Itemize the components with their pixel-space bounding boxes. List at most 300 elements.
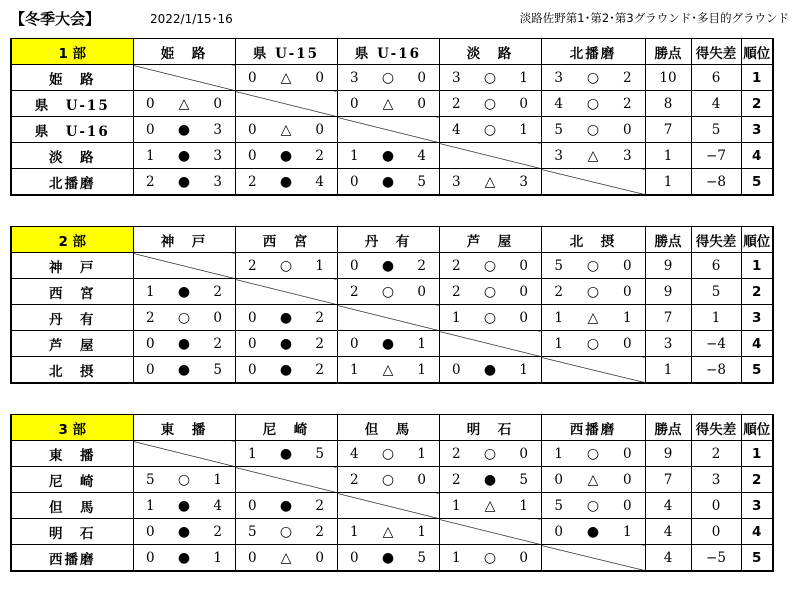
goals-against: 4 bbox=[213, 497, 222, 514]
goals-against: 2 bbox=[623, 69, 632, 86]
match-result bbox=[337, 143, 439, 169]
match-result bbox=[133, 91, 235, 117]
goals-against: 0 bbox=[623, 445, 632, 462]
rank: 3 bbox=[741, 117, 773, 143]
win-icon: ○ bbox=[483, 549, 497, 566]
team-name: 県 U-15 bbox=[11, 91, 133, 117]
match-result bbox=[235, 441, 337, 467]
goals-for: 1 bbox=[146, 147, 155, 164]
match-result bbox=[133, 279, 235, 305]
loss-icon: ● bbox=[177, 147, 191, 164]
loss-icon: ● bbox=[483, 361, 497, 378]
goals-against: 3 bbox=[213, 121, 222, 138]
team-row bbox=[11, 331, 773, 357]
win-icon: ○ bbox=[586, 69, 600, 86]
goals-against: 0 bbox=[417, 471, 426, 488]
goals-against: 1 bbox=[519, 69, 528, 86]
points: 7 bbox=[645, 117, 691, 143]
goals-against: 4 bbox=[417, 147, 426, 164]
win-icon: ○ bbox=[483, 121, 497, 138]
goals-for: 0 bbox=[248, 121, 257, 138]
team-row bbox=[11, 305, 773, 331]
team-row bbox=[11, 357, 773, 384]
loss-icon: ● bbox=[177, 497, 191, 514]
goals-for: 0 bbox=[146, 121, 155, 138]
match-result bbox=[133, 545, 235, 572]
team-name: 尼 崎 bbox=[11, 467, 133, 493]
goals-against: 1 bbox=[213, 549, 222, 566]
match-result bbox=[133, 467, 235, 493]
goals-for: 5 bbox=[554, 257, 563, 274]
goals-for: 1 bbox=[554, 335, 563, 352]
self-match-cell bbox=[133, 65, 235, 91]
goals-for: 5 bbox=[248, 523, 257, 540]
points: 4 bbox=[645, 545, 691, 572]
goals-for: 1 bbox=[248, 445, 257, 462]
goals-for: 0 bbox=[554, 471, 563, 488]
match-result bbox=[133, 493, 235, 519]
points: 1 bbox=[645, 143, 691, 169]
self-match-cell bbox=[337, 493, 439, 519]
goal-diff: 0 bbox=[691, 519, 741, 545]
match-result bbox=[133, 169, 235, 196]
header-row bbox=[11, 39, 773, 65]
goals-against: 1 bbox=[519, 121, 528, 138]
goal-diff: 0 bbox=[691, 493, 741, 519]
match-result bbox=[337, 65, 439, 91]
goals-for: 1 bbox=[452, 549, 461, 566]
header-row bbox=[11, 415, 773, 441]
team-row bbox=[11, 441, 773, 467]
loss-icon: ● bbox=[177, 523, 191, 540]
win-icon: ○ bbox=[586, 445, 600, 462]
loss-icon: ● bbox=[279, 361, 293, 378]
loss-icon: ● bbox=[381, 549, 395, 566]
loss-icon: ● bbox=[381, 173, 395, 190]
goals-for: 0 bbox=[248, 69, 257, 86]
points: 7 bbox=[645, 467, 691, 493]
goals-for: 1 bbox=[452, 309, 461, 326]
self-match-cell bbox=[439, 519, 541, 545]
goals-against: 4 bbox=[315, 173, 324, 190]
goals-against: 1 bbox=[315, 257, 324, 274]
win-icon: ○ bbox=[483, 309, 497, 326]
goal-diff: −7 bbox=[691, 143, 741, 169]
goals-against: 0 bbox=[315, 549, 324, 566]
goal-diff-header: 得失差 bbox=[691, 415, 741, 441]
goals-against: 5 bbox=[417, 549, 426, 566]
rank: 4 bbox=[741, 519, 773, 545]
team-name: 北播磨 bbox=[11, 169, 133, 196]
goals-against: 0 bbox=[519, 549, 528, 566]
goals-against: 2 bbox=[213, 283, 222, 300]
goals-against: 1 bbox=[417, 445, 426, 462]
goal-diff: −5 bbox=[691, 545, 741, 572]
opponent-header: 丹 有 bbox=[337, 227, 439, 253]
match-result bbox=[133, 143, 235, 169]
team-row bbox=[11, 143, 773, 169]
goals-against: 2 bbox=[623, 95, 632, 112]
goals-against: 0 bbox=[623, 283, 632, 300]
goals-for: 1 bbox=[452, 497, 461, 514]
match-result bbox=[439, 253, 541, 279]
rank: 2 bbox=[741, 279, 773, 305]
goals-for: 0 bbox=[350, 173, 359, 190]
goals-for: 2 bbox=[146, 173, 155, 190]
match-result bbox=[541, 279, 645, 305]
win-icon: ○ bbox=[483, 257, 497, 274]
goal-diff: 5 bbox=[691, 279, 741, 305]
match-result bbox=[235, 493, 337, 519]
goals-for: 0 bbox=[146, 549, 155, 566]
win-icon: ○ bbox=[381, 283, 395, 300]
division-label: 3 部 bbox=[11, 415, 133, 441]
team-row bbox=[11, 519, 773, 545]
rank: 1 bbox=[741, 253, 773, 279]
goals-against: 0 bbox=[417, 95, 426, 112]
team-name: 西播磨 bbox=[11, 545, 133, 572]
goals-against: 1 bbox=[623, 523, 632, 540]
rank-header: 順位 bbox=[741, 415, 773, 441]
match-result bbox=[541, 65, 645, 91]
draw-icon: △ bbox=[587, 471, 599, 488]
goals-against: 0 bbox=[519, 445, 528, 462]
match-result bbox=[133, 331, 235, 357]
opponent-header: 明 石 bbox=[439, 415, 541, 441]
event-venue: 淡路佐野第1･第2･第3グラウンド･多目的グラウンド bbox=[519, 11, 789, 25]
goals-for: 0 bbox=[350, 95, 359, 112]
team-name: 県 U-16 bbox=[11, 117, 133, 143]
team-row bbox=[11, 467, 773, 493]
team-name: 東 播 bbox=[11, 441, 133, 467]
goals-for: 1 bbox=[350, 523, 359, 540]
opponent-header: 西播磨 bbox=[541, 415, 645, 441]
win-icon: ○ bbox=[586, 121, 600, 138]
goals-against: 3 bbox=[519, 173, 528, 190]
match-result bbox=[337, 357, 439, 384]
division-table-2 bbox=[10, 226, 774, 384]
rank: 3 bbox=[741, 493, 773, 519]
goal-diff: 4 bbox=[691, 91, 741, 117]
goals-for: 4 bbox=[452, 121, 461, 138]
goals-against: 0 bbox=[417, 283, 426, 300]
points-header: 勝点 bbox=[645, 39, 691, 65]
team-name: 淡 路 bbox=[11, 143, 133, 169]
goals-against: 2 bbox=[315, 147, 324, 164]
goals-for: 3 bbox=[350, 69, 359, 86]
goals-against: 0 bbox=[519, 257, 528, 274]
match-result bbox=[439, 279, 541, 305]
goals-for: 4 bbox=[554, 95, 563, 112]
goals-against: 2 bbox=[213, 523, 222, 540]
match-result bbox=[439, 467, 541, 493]
goals-for: 0 bbox=[146, 335, 155, 352]
self-match-cell bbox=[439, 143, 541, 169]
draw-icon: △ bbox=[382, 361, 394, 378]
loss-icon: ● bbox=[279, 497, 293, 514]
rank-header: 順位 bbox=[741, 227, 773, 253]
match-result bbox=[235, 519, 337, 545]
win-icon: ○ bbox=[381, 471, 395, 488]
draw-icon: △ bbox=[484, 173, 496, 190]
team-name: 神 戸 bbox=[11, 253, 133, 279]
goals-against: 1 bbox=[623, 309, 632, 326]
draw-icon: △ bbox=[280, 121, 292, 138]
loss-icon: ● bbox=[279, 309, 293, 326]
win-icon: ○ bbox=[279, 523, 293, 540]
team-row bbox=[11, 169, 773, 196]
match-result bbox=[439, 91, 541, 117]
goals-against: 1 bbox=[417, 335, 426, 352]
match-result bbox=[541, 91, 645, 117]
goals-for: 2 bbox=[554, 283, 563, 300]
draw-icon: △ bbox=[484, 497, 496, 514]
match-result bbox=[439, 117, 541, 143]
goals-for: 0 bbox=[248, 497, 257, 514]
goals-for: 3 bbox=[452, 69, 461, 86]
goals-against: 2 bbox=[315, 523, 324, 540]
goal-diff: 5 bbox=[691, 117, 741, 143]
team-name: 西 宮 bbox=[11, 279, 133, 305]
self-match-cell bbox=[235, 467, 337, 493]
page-title: 【冬季大会】 bbox=[10, 10, 101, 28]
goals-for: 2 bbox=[452, 283, 461, 300]
match-result bbox=[337, 91, 439, 117]
goals-for: 1 bbox=[146, 283, 155, 300]
goals-for: 0 bbox=[554, 523, 563, 540]
opponent-header: 西 宮 bbox=[235, 227, 337, 253]
match-result bbox=[439, 441, 541, 467]
win-icon: ○ bbox=[586, 95, 600, 112]
match-result bbox=[337, 331, 439, 357]
goals-for: 1 bbox=[146, 497, 155, 514]
goal-diff: −8 bbox=[691, 357, 741, 384]
points: 1 bbox=[645, 357, 691, 384]
loss-icon: ● bbox=[177, 121, 191, 138]
loss-icon: ● bbox=[279, 445, 293, 462]
team-name: 北 摂 bbox=[11, 357, 133, 384]
opponent-header: 県 U-16 bbox=[337, 39, 439, 65]
goals-for: 0 bbox=[350, 257, 359, 274]
goals-against: 1 bbox=[519, 361, 528, 378]
goals-for: 2 bbox=[452, 445, 461, 462]
self-match-cell bbox=[133, 441, 235, 467]
goals-for: 5 bbox=[146, 471, 155, 488]
rank-header: 順位 bbox=[741, 39, 773, 65]
match-result bbox=[337, 253, 439, 279]
team-name: 丹 有 bbox=[11, 305, 133, 331]
goals-for: 0 bbox=[146, 95, 155, 112]
rank: 5 bbox=[741, 545, 773, 572]
match-result bbox=[235, 305, 337, 331]
match-result bbox=[439, 545, 541, 572]
opponent-header: 芦 屋 bbox=[439, 227, 541, 253]
goals-for: 0 bbox=[146, 523, 155, 540]
division-label: 1 部 bbox=[11, 39, 133, 65]
match-result bbox=[235, 545, 337, 572]
match-result bbox=[235, 117, 337, 143]
match-result bbox=[541, 305, 645, 331]
goals-for: 0 bbox=[350, 549, 359, 566]
match-result bbox=[439, 493, 541, 519]
team-row bbox=[11, 279, 773, 305]
win-icon: ○ bbox=[279, 257, 293, 274]
goals-for: 0 bbox=[248, 309, 257, 326]
win-icon: ○ bbox=[483, 445, 497, 462]
win-icon: ○ bbox=[381, 69, 395, 86]
win-icon: ○ bbox=[586, 497, 600, 514]
goals-for: 2 bbox=[350, 471, 359, 488]
match-result bbox=[133, 117, 235, 143]
rank: 3 bbox=[741, 305, 773, 331]
points: 7 bbox=[645, 305, 691, 331]
goals-for: 1 bbox=[554, 445, 563, 462]
goals-against: 5 bbox=[519, 471, 528, 488]
match-result bbox=[541, 467, 645, 493]
win-icon: ○ bbox=[381, 445, 395, 462]
win-icon: ○ bbox=[586, 335, 600, 352]
goals-against: 2 bbox=[315, 497, 324, 514]
goals-for: 0 bbox=[248, 147, 257, 164]
opponent-header: 神 戸 bbox=[133, 227, 235, 253]
match-result bbox=[541, 253, 645, 279]
rank: 1 bbox=[741, 441, 773, 467]
match-result bbox=[337, 545, 439, 572]
team-name: 明 石 bbox=[11, 519, 133, 545]
goal-diff: −4 bbox=[691, 331, 741, 357]
goal-diff: 3 bbox=[691, 467, 741, 493]
draw-icon: △ bbox=[280, 69, 292, 86]
goals-for: 0 bbox=[248, 335, 257, 352]
rank: 5 bbox=[741, 169, 773, 196]
opponent-header: 但 馬 bbox=[337, 415, 439, 441]
goals-against: 0 bbox=[519, 283, 528, 300]
goal-diff: 2 bbox=[691, 441, 741, 467]
win-icon: ○ bbox=[586, 283, 600, 300]
match-result bbox=[337, 169, 439, 196]
loss-icon: ● bbox=[177, 173, 191, 190]
team-name: 但 馬 bbox=[11, 493, 133, 519]
self-match-cell bbox=[541, 545, 645, 572]
team-row bbox=[11, 545, 773, 572]
goals-for: 2 bbox=[452, 471, 461, 488]
goals-against: 0 bbox=[213, 309, 222, 326]
goals-for: 0 bbox=[248, 549, 257, 566]
loss-icon: ● bbox=[381, 335, 395, 352]
opponent-header: 姫 路 bbox=[133, 39, 235, 65]
goals-for: 0 bbox=[146, 361, 155, 378]
goals-against: 1 bbox=[417, 523, 426, 540]
goals-against: 1 bbox=[213, 471, 222, 488]
points: 10 bbox=[645, 65, 691, 91]
goal-diff-header: 得失差 bbox=[691, 39, 741, 65]
loss-icon: ● bbox=[279, 147, 293, 164]
team-row bbox=[11, 91, 773, 117]
opponent-header: 尼 崎 bbox=[235, 415, 337, 441]
goals-against: 0 bbox=[623, 471, 632, 488]
goals-against: 1 bbox=[519, 497, 528, 514]
match-result bbox=[235, 357, 337, 384]
goals-against: 0 bbox=[213, 95, 222, 112]
draw-icon: △ bbox=[382, 95, 394, 112]
match-result bbox=[541, 441, 645, 467]
goal-diff: 1 bbox=[691, 305, 741, 331]
rank: 4 bbox=[741, 143, 773, 169]
goals-for: 3 bbox=[554, 69, 563, 86]
division-table-3 bbox=[10, 414, 774, 572]
match-result bbox=[235, 253, 337, 279]
match-result bbox=[337, 279, 439, 305]
goals-for: 2 bbox=[452, 257, 461, 274]
goals-against: 0 bbox=[315, 121, 324, 138]
goals-against: 3 bbox=[213, 173, 222, 190]
points: 4 bbox=[645, 519, 691, 545]
goals-for: 2 bbox=[146, 309, 155, 326]
goals-against: 1 bbox=[417, 361, 426, 378]
goal-diff: 6 bbox=[691, 253, 741, 279]
opponent-header: 北播磨 bbox=[541, 39, 645, 65]
loss-icon: ● bbox=[381, 147, 395, 164]
opponent-header: 北 摂 bbox=[541, 227, 645, 253]
loss-icon: ● bbox=[177, 549, 191, 566]
goals-against: 2 bbox=[315, 361, 324, 378]
points: 9 bbox=[645, 253, 691, 279]
goals-against: 0 bbox=[623, 335, 632, 352]
opponent-header: 東 播 bbox=[133, 415, 235, 441]
draw-icon: △ bbox=[587, 147, 599, 164]
match-result bbox=[235, 143, 337, 169]
goals-against: 0 bbox=[623, 497, 632, 514]
loss-icon: ● bbox=[381, 257, 395, 274]
match-result bbox=[235, 65, 337, 91]
header-row bbox=[11, 227, 773, 253]
loss-icon: ● bbox=[177, 335, 191, 352]
match-result bbox=[439, 305, 541, 331]
goals-for: 2 bbox=[248, 257, 257, 274]
rank: 2 bbox=[741, 467, 773, 493]
points: 9 bbox=[645, 279, 691, 305]
match-result bbox=[337, 519, 439, 545]
match-result bbox=[133, 357, 235, 384]
match-result bbox=[541, 519, 645, 545]
goals-against: 5 bbox=[417, 173, 426, 190]
self-match-cell bbox=[541, 357, 645, 384]
match-result bbox=[235, 169, 337, 196]
win-icon: ○ bbox=[483, 69, 497, 86]
goals-against: 3 bbox=[213, 147, 222, 164]
goals-for: 1 bbox=[350, 147, 359, 164]
match-result bbox=[337, 467, 439, 493]
goal-diff: 6 bbox=[691, 65, 741, 91]
division-table-1 bbox=[10, 38, 774, 196]
win-icon: ○ bbox=[483, 283, 497, 300]
goals-for: 2 bbox=[452, 95, 461, 112]
loss-icon: ● bbox=[483, 471, 497, 488]
goals-for: 0 bbox=[248, 361, 257, 378]
goals-against: 0 bbox=[417, 69, 426, 86]
goals-for: 3 bbox=[452, 173, 461, 190]
match-result bbox=[439, 169, 541, 196]
goals-for: 2 bbox=[350, 283, 359, 300]
opponent-header: 淡 路 bbox=[439, 39, 541, 65]
points-header: 勝点 bbox=[645, 415, 691, 441]
goals-against: 0 bbox=[519, 95, 528, 112]
goals-against: 5 bbox=[315, 445, 324, 462]
win-icon: ○ bbox=[483, 95, 497, 112]
rank: 1 bbox=[741, 65, 773, 91]
draw-icon: △ bbox=[587, 309, 599, 326]
match-result bbox=[133, 519, 235, 545]
